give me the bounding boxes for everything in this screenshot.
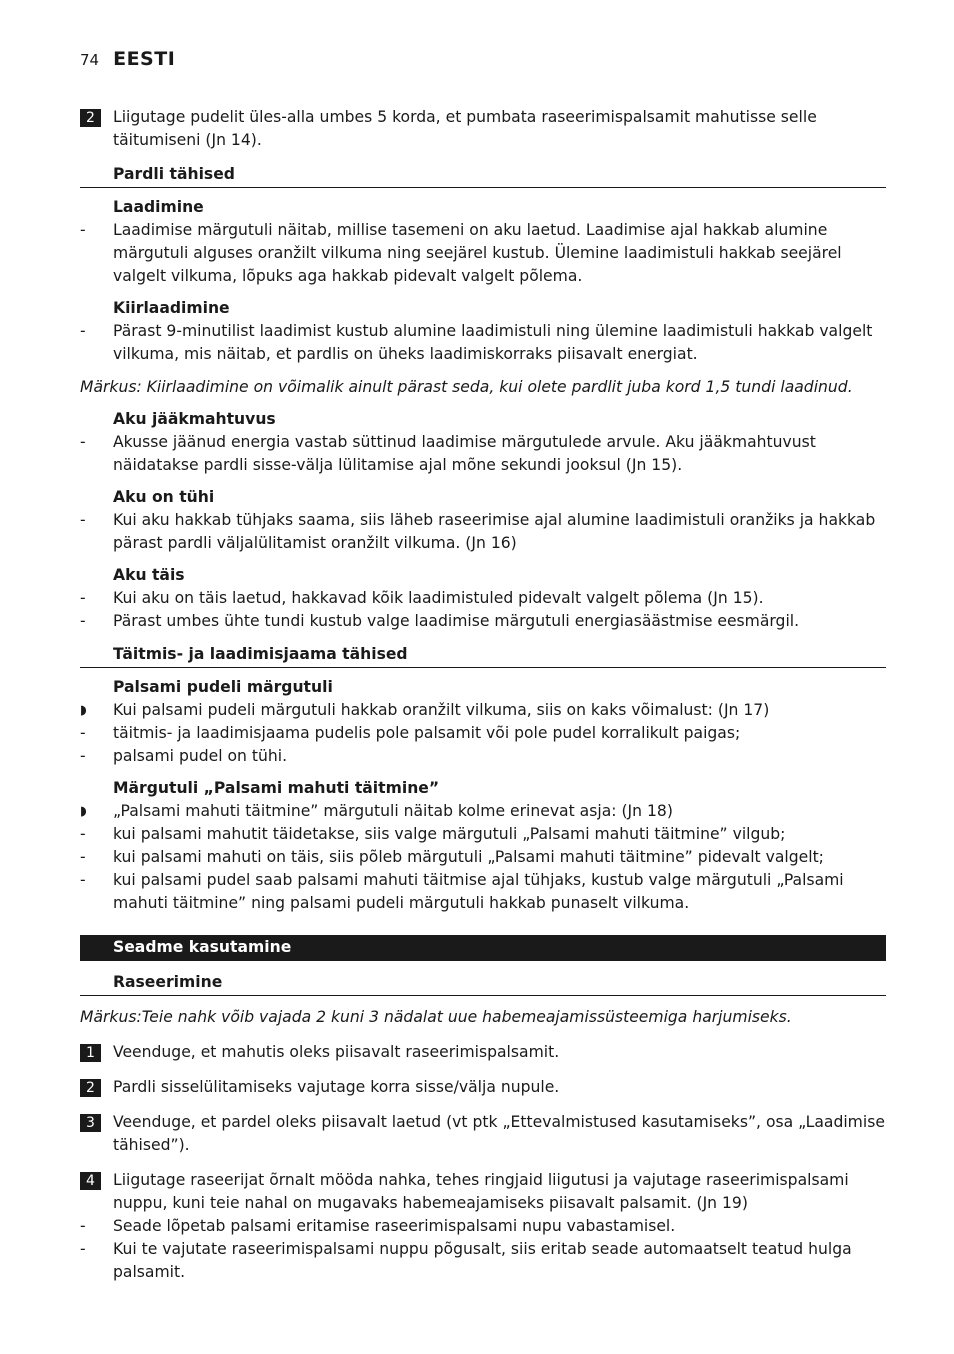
list-item	[80, 219, 886, 288]
list-item	[80, 1238, 886, 1284]
lead-item	[80, 800, 886, 823]
dash-marker: -	[80, 589, 86, 607]
subheading-aku-tais: Aku täis	[113, 566, 185, 584]
dash-marker: -	[80, 221, 86, 239]
dash-marker: -	[80, 322, 86, 340]
section-heading-raseerimine: Raseerimine	[80, 971, 886, 996]
subheading-jaakmahtuvus: Aku jääkmahtuvus	[113, 410, 276, 428]
step-number: 3	[80, 1114, 101, 1132]
dash-marker: -	[80, 871, 86, 889]
step-text: Veenduge, et mahutis oleks piisavalt raseerimispalsamit.	[113, 1043, 560, 1061]
step-number: 1	[80, 1044, 101, 1062]
language-title: EESTI	[113, 48, 176, 70]
subheading-mahuti: Märgutuli „Palsami mahuti täitmine”	[113, 779, 440, 797]
list-item	[80, 320, 886, 366]
list-item	[80, 823, 886, 846]
note-kiirlaadimine: Märkus: Kiirlaadimine on võimalik ainult pärast seda, kui olete pardlit juba kord 1,5 tundi laadinud.	[80, 378, 853, 396]
list-item	[80, 431, 886, 477]
step-number: 2	[80, 109, 101, 127]
step-3	[80, 1111, 886, 1157]
list-item	[80, 1215, 886, 1238]
step-4	[80, 1169, 886, 1215]
lead-text: „Palsami mahuti täitmine” märgutuli näitab kolme erinevat asja: (Jn 18)	[113, 802, 673, 820]
lead-text: Kui palsami pudeli märgutuli hakkab oranžilt vilkuma, siis on kaks võimalust: (Jn 17)	[113, 701, 770, 719]
subheading-aku-tuhi: Aku on tühi	[113, 488, 215, 506]
section-heading-jaam: Täitmis- ja laadimisjaama tähised	[80, 643, 886, 668]
list-item	[80, 722, 886, 745]
list-item-text: Laadimise märgutuli näitab, millise tasemeni on aku laetud. Laadimise ajal hakkab alumine märgutuli alguses oranžilt vilkuma ning seejärel kustub. Ülemine laadimistuli hakkab seejärel valgelt vilkuma, lõpuks aga hakkab pidevalt valgelt põlema.	[113, 221, 842, 285]
section-heading-pardli: Pardli tähised	[80, 163, 886, 188]
page-number: 74	[80, 51, 100, 69]
step-text: Liigutage pudelit üles-alla umbes 5 korda, et pumbata raseerimispalsamit mahutisse selle täitumiseni (Jn 14).	[113, 108, 817, 149]
list-item-text: kui palsami pudel saab palsami mahuti täitmise ajal tühjaks, kustub valge märgutuli „Palsami mahuti täitmine” ning palsami pudeli märgutuli hakkab punaselt vilkuma.	[113, 871, 844, 912]
step-number: 4	[80, 1172, 101, 1190]
list-item-text: kui palsami mahuti on täis, siis põleb märgutuli „Palsami mahuti täitmine” pidevalt valgelt;	[113, 848, 824, 866]
list-item	[80, 745, 886, 768]
list-item-text: Pärast 9-minutilist laadimist kustub alumine laadimistuli ning ülemine laadimistuli hakkab valgelt vilkuma, mis näitab, et pardlis on üheks laadimiskorraks piisavalt energiat.	[113, 322, 873, 363]
list-item-text: Kui aku on täis laetud, hakkavad kõik laadimistuled pidevalt valgelt põlema (Jn 15).	[113, 589, 764, 607]
step-number: 2	[80, 1079, 101, 1097]
subheading-laadimine: Laadimine	[113, 198, 204, 216]
list-item-text: täitmis- ja laadimisjaama pudelis pole palsamit või pole pudel korralikult paigas;	[113, 724, 741, 742]
list-item	[80, 509, 886, 555]
list-item-text: Pärast umbes ühte tundi kustub valge laadimise märgutuli energiasäästmise eesmärgil.	[113, 612, 800, 630]
step-text: Pardli sisselülitamiseks vajutage korra sisse/välja nupule.	[113, 1078, 560, 1096]
step-2	[80, 1076, 886, 1099]
dash-marker: -	[80, 747, 86, 765]
dash-marker: -	[80, 724, 86, 742]
list-item	[80, 587, 886, 610]
subheading-kiirlaadimine: Kiirlaadimine	[113, 299, 230, 317]
page-content	[80, 106, 886, 1284]
list-item-text: palsami pudel on tühi.	[113, 747, 288, 765]
dash-marker: -	[80, 1240, 86, 1258]
list-item	[80, 846, 886, 869]
intro-step	[80, 106, 886, 152]
triangle-bullet-icon: ◗	[80, 703, 87, 718]
step-text: Veenduge, et pardel oleks piisavalt laetud (vt ptk „Ettevalmistused kasutamiseks”, osa „Laadimise tähised”).	[113, 1113, 885, 1154]
section-heading-kasutamine: Seadme kasutamine	[80, 935, 886, 961]
dash-marker: -	[80, 433, 86, 451]
list-item-text: Akusse jäänud energia vastab süttinud laadimise märgutulede arvule. Aku jääkmahtuvust näidatakse pardli sisse-välja lülitamise ajal mõne sekundi jooksul (Jn 15).	[113, 433, 816, 474]
list-item-text: kui palsami mahutit täidetakse, siis valge märgutuli „Palsami mahuti täitmine” vilgub;	[113, 825, 786, 843]
step-1	[80, 1041, 886, 1064]
list-item	[80, 869, 886, 915]
note-raseerimine: Märkus:Teie nahk võib vajada 2 kuni 3 nädalat uue habemeajamissüsteemiga harjumiseks.	[80, 1008, 792, 1026]
list-item-text: Kui te vajutate raseerimispalsami nuppu põgusalt, siis eritab seade automaatselt teatud hulga palsamit.	[113, 1240, 852, 1281]
dash-marker: -	[80, 612, 86, 630]
lead-item	[80, 699, 886, 722]
dash-marker: -	[80, 1217, 86, 1235]
dash-marker: -	[80, 825, 86, 843]
subheading-palsami-pudel: Palsami pudeli märgutuli	[113, 678, 333, 696]
dash-marker: -	[80, 848, 86, 866]
list-item	[80, 610, 886, 633]
dash-marker: -	[80, 511, 86, 529]
step-text: Liigutage raseerijat õrnalt mööda nahka, tehes ringjaid liigutusi ja vajutage raseerimispalsami nuppu, kuni teie nahal on mugavaks habemeajamiseks piisavalt palsamit. (Jn 19)	[113, 1171, 849, 1212]
list-item-text: Kui aku hakkab tühjaks saama, siis läheb raseerimise ajal alumine laadimistuli oranžiks ja hakkab pärast pardli väljalülitamist oranžilt vilkuma. (Jn 16)	[113, 511, 876, 552]
triangle-bullet-icon: ◗	[80, 804, 87, 819]
page-header	[80, 48, 175, 70]
list-item-text: Seade lõpetab palsami eritamise raseerimispalsami nupu vabastamisel.	[113, 1217, 676, 1235]
